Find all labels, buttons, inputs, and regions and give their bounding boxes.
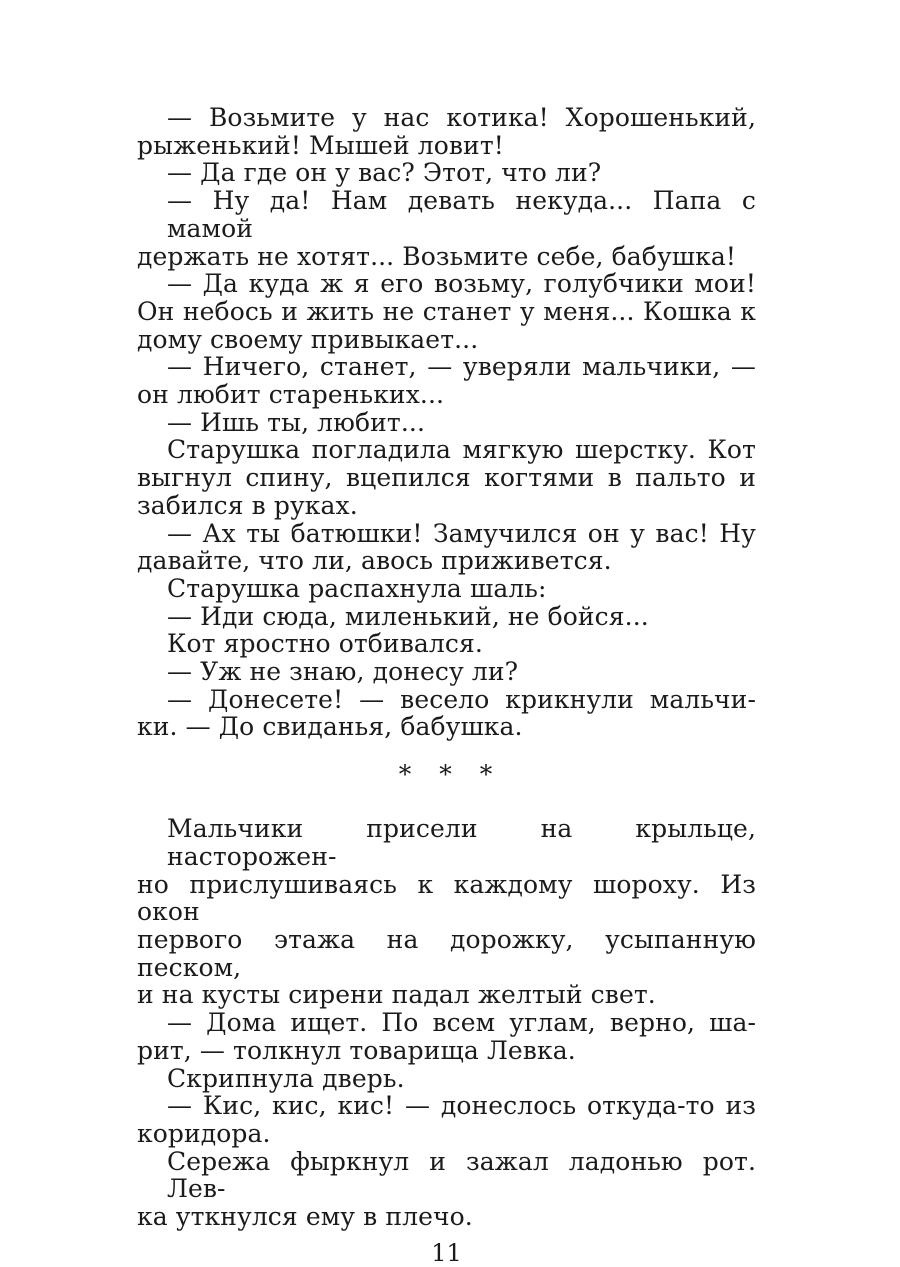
text-line: рит, — толкнул товарища Левка. [137, 1035, 576, 1065]
text-column [137, 104, 756, 1267]
text-line: он любит стареньких... [137, 380, 445, 410]
text-line: — Донесете! — весело крикнули мальчи- [167, 684, 756, 714]
text-line: Старушка распахнула шаль: [167, 573, 547, 603]
text-line: ки. — До свиданья, бабушка. [137, 712, 523, 742]
text-line: — Уж не знаю, донесу ли? [167, 657, 519, 687]
text-line: коридора. [137, 1118, 271, 1148]
text-line: — Иди сюда, миленький, не бойся... [167, 601, 649, 631]
text-line: — Ну да! Нам девать некуда... Папа с мамой [167, 186, 756, 243]
text-line: — Ишь ты, любит... [167, 407, 426, 437]
text-line: Мальчики присели на крыльце, насторожен- [167, 814, 756, 871]
text-line: держать не хотят... Возьмите себе, бабушка! [137, 241, 736, 271]
text-line: Он небось и жить не станет у меня... Кошка к [137, 296, 756, 326]
text-line: первого этажа на дорожку, усыпанную песком, [137, 924, 756, 982]
text-line: — Ах ты батюшки! Замучился он у вас! Ну [167, 518, 756, 548]
text-line: забился в руках. [137, 490, 358, 520]
text-line: — Кис, кис, кис! — донеслось откуда-то из [167, 1091, 756, 1121]
text-line: — Возьмите у нас котика! Хорошенький, [167, 103, 756, 132]
text-line: — Ничего, станет, — уверяли мальчики, — [167, 352, 756, 382]
text-line: рыженький! Мышей ловит! [137, 130, 504, 160]
story-section-1 [137, 104, 756, 741]
text-line: Кот яростно отбивался. [167, 629, 483, 659]
page-number: 11 [431, 1238, 462, 1267]
text-line: Скрипнула дверь. [167, 1063, 405, 1093]
text-line: но прислушиваясь к каждому шороху. Из окон [137, 869, 756, 927]
text-line: — Дома ищет. По всем углам, верно, ша- [167, 1008, 756, 1038]
text-line: Старушка погладила мягкую шерстку. Кот [167, 435, 756, 465]
text-line: Сережа фыркнул и зажал ладонью рот. Лев- [167, 1146, 756, 1204]
text-line: и на кусты сирени падал желтый свет. [137, 980, 656, 1010]
text-line: дому своему привыкает... [137, 324, 479, 354]
text-line: — Да где он у вас? Этот, что ли? [167, 158, 602, 188]
text-line: выгнул спину, вцепился когтями в пальто и [137, 463, 756, 493]
text-line: давайте, что ли, авось приживется. [137, 546, 612, 576]
text-line: ка уткнулся ему в плечо. [137, 1202, 473, 1232]
story-section-2 [137, 815, 756, 1231]
section-separator: * * * [398, 760, 495, 790]
text-line: — Да куда ж я его возьму, голубчики мои! [167, 269, 756, 299]
